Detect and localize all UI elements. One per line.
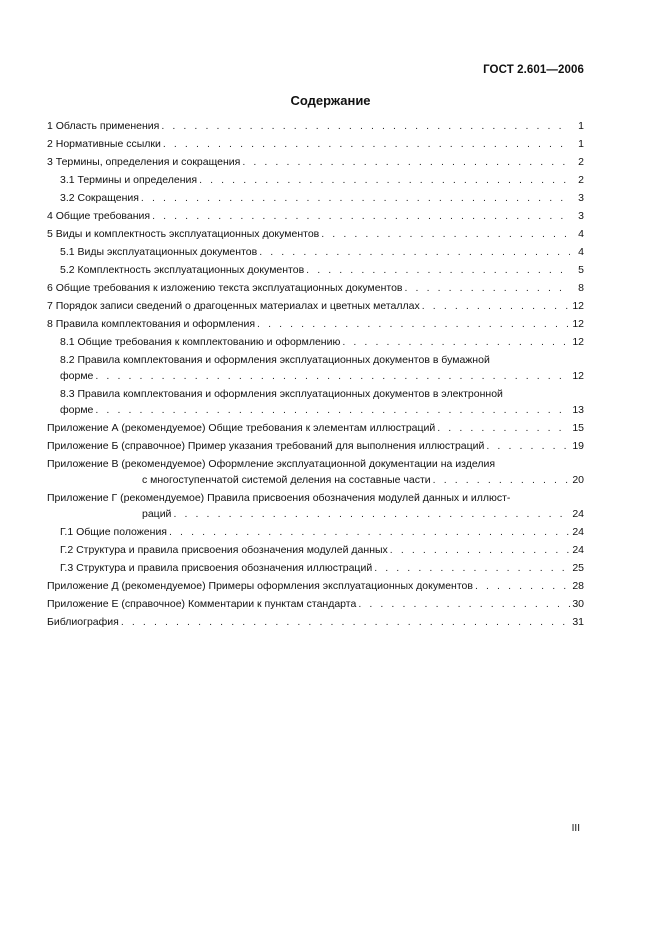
toc-entry-text: с многоступенчатой системой деления на составные части	[142, 474, 431, 486]
toc-entry[interactable]	[47, 492, 584, 505]
toc-entry-text: 7 Порядок записи сведений о драгоценных материалах и цветных металлах	[47, 300, 420, 312]
dot-leader	[161, 120, 570, 133]
toc-entry-continuation[interactable]	[47, 370, 584, 383]
toc-entry-page: 24	[572, 526, 584, 538]
toc-entry-text: Приложение А (рекомендуемое) Общие требования к элементам иллюстраций	[47, 422, 436, 434]
toc-entry-page: 2	[578, 156, 584, 168]
toc-entry-page: 12	[572, 318, 584, 330]
toc-entry[interactable]	[47, 422, 584, 435]
toc-entry-text: Г.3 Структура и правила присвоения обозначения иллюстраций	[60, 562, 373, 574]
toc-entry-page: 4	[578, 228, 584, 240]
toc-entry[interactable]	[47, 210, 584, 223]
toc-entry[interactable]	[47, 264, 584, 277]
toc-entry-page: 8	[578, 282, 584, 294]
toc-entry-text: 8 Правила комплектования и оформления	[47, 318, 256, 330]
toc-entry-page: 31	[572, 616, 584, 628]
toc-entry[interactable]	[47, 580, 584, 593]
toc-entry[interactable]	[47, 616, 584, 629]
toc-entry[interactable]	[47, 526, 584, 539]
dot-leader	[95, 370, 570, 383]
toc-entry[interactable]	[47, 562, 584, 575]
toc-entry[interactable]	[47, 544, 584, 557]
toc-title: Содержание	[290, 93, 371, 108]
toc-entry[interactable]	[47, 174, 584, 187]
toc-entry[interactable]	[47, 598, 584, 611]
toc-entry-page: 30	[572, 598, 584, 610]
toc-entry-page: 24	[572, 508, 584, 520]
dot-leader	[169, 526, 570, 539]
toc-entry-text: 5.2 Комплектность эксплуатационных документов	[60, 264, 305, 276]
dot-leader	[390, 544, 570, 557]
dot-leader	[405, 282, 571, 295]
toc-entry-page: 3	[578, 192, 584, 204]
dot-leader	[437, 422, 570, 435]
toc-entry-page: 24	[572, 544, 584, 556]
toc-entry[interactable]	[47, 120, 584, 133]
toc-entry[interactable]	[47, 388, 584, 401]
dot-leader	[422, 300, 570, 313]
toc-entry-text: Приложение Д (рекомендуемое) Примеры оформления эксплуатационных документов	[47, 580, 473, 592]
toc-entry[interactable]	[47, 440, 584, 453]
dot-leader	[433, 474, 570, 487]
dot-leader	[342, 336, 570, 349]
toc-entry[interactable]	[47, 156, 584, 169]
toc-entry-continuation[interactable]	[47, 474, 584, 487]
toc-entry[interactable]	[47, 336, 584, 349]
dot-leader	[257, 318, 570, 331]
toc-entry-text: 4 Общие требования	[47, 210, 151, 222]
toc-entry[interactable]	[47, 282, 584, 295]
toc-entry-text: Г.1 Общие положения	[60, 526, 167, 538]
dot-leader	[475, 580, 570, 593]
toc-entry-page: 15	[572, 422, 584, 434]
toc-entry-page: 12	[572, 370, 584, 382]
toc-entry-page: 3	[578, 210, 584, 222]
toc-entry[interactable]	[47, 458, 584, 471]
dot-leader	[95, 404, 570, 417]
dot-leader	[486, 440, 570, 453]
toc-entry-text: форме	[60, 404, 94, 416]
toc-entry-page: 5	[578, 264, 584, 276]
toc-entry-page: 1	[578, 138, 584, 150]
document-code: ГОСТ 2.601—2006	[483, 64, 584, 76]
dot-leader	[358, 598, 570, 611]
toc-entry[interactable]	[47, 192, 584, 205]
dot-leader	[242, 156, 570, 169]
toc-entry-page: 28	[572, 580, 584, 592]
toc-entry-continuation[interactable]	[47, 508, 584, 521]
toc-entry-page: 12	[572, 300, 584, 312]
toc-entry-text: Приложение Б (справочное) Пример указания требований для выполнения иллюстраций	[47, 440, 485, 452]
table-of-contents	[47, 120, 584, 629]
toc-entry-page: 13	[572, 404, 584, 416]
dot-leader	[163, 138, 570, 151]
dot-leader	[141, 192, 570, 205]
toc-entry-text: Г.2 Структура и правила присвоения обозначения модулей данных	[60, 544, 388, 556]
toc-entry[interactable]	[47, 318, 584, 331]
toc-entry-page: 25	[572, 562, 584, 574]
toc-entry-text: 3.1 Термины и определения	[60, 174, 198, 186]
toc-entry[interactable]	[47, 228, 584, 241]
toc-entry-text: Приложение Е (справочное) Комментарии к пунктам стандарта	[47, 598, 357, 610]
toc-entry-page: 2	[578, 174, 584, 186]
toc-entry-text: 3 Термины, определения и сокращения	[47, 156, 241, 168]
toc-entry-page: 4	[578, 246, 584, 258]
dot-leader	[374, 562, 570, 575]
toc-entry[interactable]	[47, 354, 584, 367]
toc-entry-text: 6 Общие требования к изложению текста эксплуатационных документов	[47, 282, 403, 294]
page-number: III	[571, 823, 580, 834]
toc-entry-text: 1 Область применения	[47, 120, 160, 132]
toc-entry[interactable]	[47, 138, 584, 151]
toc-entry-text: 3.2 Сокращения	[60, 192, 139, 204]
toc-entry-page: 19	[572, 440, 584, 452]
dot-leader	[306, 264, 570, 277]
toc-entry-continuation[interactable]	[47, 404, 584, 417]
dot-leader	[152, 210, 570, 223]
toc-entry-text: форме	[60, 370, 94, 382]
toc-entry-text: Приложение В (рекомендуемое) Оформление эксплуатационной документации на изделия	[47, 458, 496, 470]
toc-entry-text: 5 Виды и комплектность эксплуатационных документов	[47, 228, 320, 240]
toc-entry[interactable]	[47, 246, 584, 259]
toc-entry[interactable]	[47, 300, 584, 313]
toc-entry-page: 12	[572, 336, 584, 348]
dot-leader	[173, 508, 570, 521]
dot-leader	[259, 246, 570, 259]
toc-entry-page: 1	[578, 120, 584, 132]
dot-leader	[199, 174, 570, 187]
toc-entry-text: раций	[142, 508, 172, 520]
toc-entry-text: 5.1 Виды эксплуатационных документов	[60, 246, 258, 258]
toc-entry-text: Приложение Г (рекомендуемое) Правила присвоения обозначения модулей данных и иллюст-	[47, 492, 511, 504]
toc-entry-text: 8.3 Правила комплектования и оформления эксплуатационных документов в электронной	[60, 388, 503, 400]
toc-entry-text: 8.1 Общие требования к комплектованию и оформлению	[60, 336, 341, 348]
toc-entry-text: 8.2 Правила комплектования и оформления эксплуатационных документов в бумажной	[60, 354, 490, 366]
toc-entry-page: 20	[572, 474, 584, 486]
toc-entry-text: Библиография	[47, 616, 119, 628]
dot-leader	[321, 228, 570, 241]
toc-entry-text: 2 Нормативные ссылки	[47, 138, 161, 150]
dot-leader	[121, 616, 570, 629]
